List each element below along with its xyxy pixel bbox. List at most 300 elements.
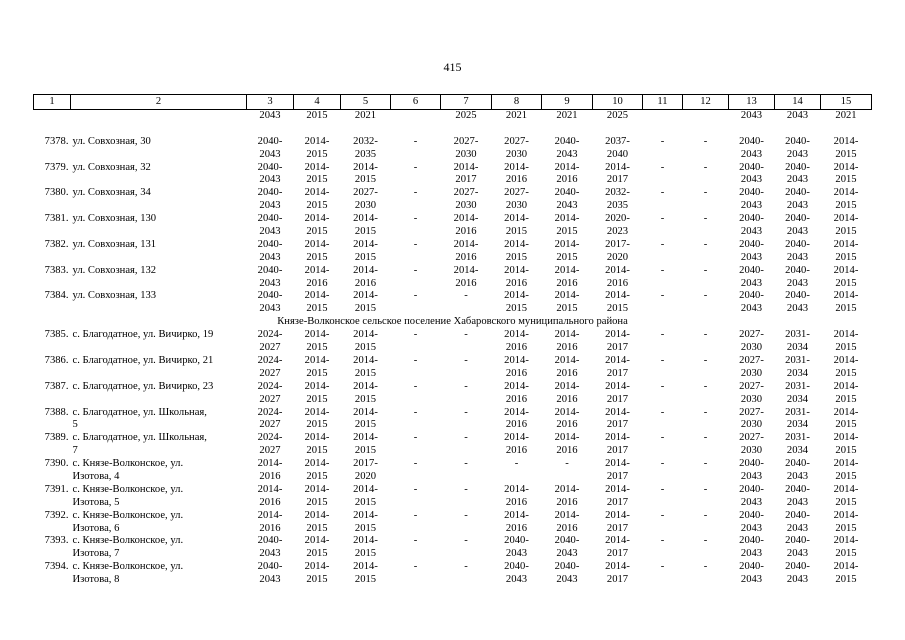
value-cell-col-13	[729, 136, 775, 162]
value-line: 2043	[786, 548, 809, 560]
value-line: 2040-	[257, 535, 283, 547]
value-cell-col-9	[542, 381, 593, 407]
value-cell-col-8	[492, 535, 542, 561]
value-line: 2014-	[605, 380, 630, 392]
value-line: 2043	[259, 303, 281, 315]
value-line: 2016	[556, 174, 578, 186]
value-cell-col-9	[542, 561, 593, 587]
value-line: 2017-	[605, 238, 630, 250]
value-cell-col-4	[294, 484, 341, 510]
section-row	[34, 316, 872, 329]
value-line: -	[464, 483, 468, 495]
row-number: 7387.	[44, 380, 69, 392]
value-line: 2014-	[605, 483, 630, 495]
value-line: 2015	[835, 419, 857, 431]
value-line: 2031-	[785, 432, 810, 444]
value-line: -	[464, 432, 468, 444]
column-header-14: 14	[775, 95, 821, 110]
value-cell-col-13	[729, 458, 775, 484]
value-line: 2034	[786, 393, 809, 405]
value-line: 2015	[354, 226, 377, 238]
value-cell-col-15	[821, 187, 872, 213]
value-cell-col-13	[729, 110, 775, 136]
value-line: 2014-	[833, 354, 859, 366]
value-line: 2016	[556, 342, 578, 354]
value-cell-col-7	[441, 265, 492, 291]
value-cell-col-5	[341, 290, 391, 316]
value-line: 2015	[835, 522, 857, 534]
value-line: 2017	[606, 342, 629, 354]
value-line: 2014-	[833, 432, 859, 444]
value-line: 2015	[354, 367, 377, 379]
data-table-container	[33, 94, 871, 587]
value-line: 2015	[835, 470, 857, 482]
value-line: 2040-	[785, 290, 810, 302]
value-line: 2014-	[554, 483, 580, 495]
value-line: 2043	[786, 277, 809, 289]
value-line: 2017	[606, 522, 629, 534]
value-line: 2015	[556, 303, 578, 315]
value-line: 2014-	[453, 213, 479, 225]
value-cell-col-8	[492, 110, 542, 136]
table-row	[34, 162, 872, 188]
address-cell	[71, 162, 247, 188]
value-line: -	[703, 432, 708, 444]
value-line: -	[703, 380, 708, 392]
row-number: 7392.	[44, 509, 69, 521]
address-cell	[71, 561, 247, 587]
value-cell-col-6	[391, 239, 441, 265]
column-header-9: 9	[542, 95, 593, 110]
value-line: 2014-	[353, 406, 378, 418]
value-cell-col-4	[294, 561, 341, 587]
value-cell-col-12	[683, 213, 729, 239]
value-line: 2030	[740, 367, 763, 379]
value-line: 2014-	[353, 509, 378, 521]
value-cell-col-12	[683, 510, 729, 536]
value-cell-col-13	[729, 239, 775, 265]
value-cell-col-5	[341, 329, 391, 355]
value-line: 2016	[556, 522, 578, 534]
value-cell-col-11	[643, 355, 683, 381]
value-line: 2043	[259, 574, 281, 586]
value-cell-col-11	[643, 213, 683, 239]
value-line: -	[660, 213, 665, 225]
table-row	[34, 290, 872, 316]
value-cell-col-10	[593, 265, 643, 291]
value-line: 2014-	[554, 432, 580, 444]
value-cell-col-6	[391, 329, 441, 355]
table-row	[34, 265, 872, 291]
value-cell-col-7	[441, 187, 492, 213]
value-line: -	[703, 354, 708, 366]
value-line: 2016	[505, 342, 528, 354]
value-cell-col-14	[775, 110, 821, 136]
value-line: 2025	[455, 110, 477, 121]
value-line: 2043	[556, 200, 578, 212]
value-line: 2014-	[353, 290, 378, 302]
column-header-15: 15	[821, 95, 872, 110]
value-line: 2015	[835, 548, 857, 560]
value-cell-col-3	[247, 535, 294, 561]
address-cell	[71, 535, 247, 561]
value-line: -	[703, 329, 708, 341]
value-cell-col-14	[775, 458, 821, 484]
value-line: 2043	[786, 470, 809, 482]
address-cell	[71, 484, 247, 510]
address-line: ул. Совхозная, 130	[72, 213, 157, 225]
value-cell-col-14	[775, 561, 821, 587]
value-cell-col-15	[821, 239, 872, 265]
address-line: ул. Совхозная, 132	[72, 264, 157, 276]
value-line: 2024-	[257, 406, 283, 418]
value-line: 2040-	[739, 458, 764, 470]
value-line: -	[413, 509, 418, 521]
value-cell-col-3	[247, 290, 294, 316]
value-cell-col-13	[729, 535, 775, 561]
value-line: 2015	[306, 470, 328, 482]
value-cell-col-7	[441, 458, 492, 484]
value-line: 2014-	[554, 406, 580, 418]
value-line: 2014-	[833, 458, 859, 470]
column-header-6: 6	[391, 95, 441, 110]
table-row	[34, 407, 872, 433]
section-title: Князе-Волконское сельское поселение Хабаровского муниципального района	[277, 316, 628, 328]
value-cell-col-15	[821, 561, 872, 587]
value-cell-col-4	[294, 432, 341, 458]
value-line: -	[464, 329, 468, 341]
value-line: -	[703, 187, 708, 199]
value-line: 2015	[306, 174, 328, 186]
table-row	[34, 381, 872, 407]
value-line: 2016	[259, 522, 281, 534]
value-cell-col-4	[294, 535, 341, 561]
value-cell-col-6	[391, 110, 441, 136]
value-cell-col-12	[683, 162, 729, 188]
value-line: 2014-	[353, 161, 378, 173]
value-cell-col-15	[821, 458, 872, 484]
value-cell-col-13	[729, 510, 775, 536]
value-line: 2043	[786, 574, 809, 586]
value-line: 2015	[306, 110, 328, 121]
value-line: 2031-	[785, 380, 810, 392]
table-row	[34, 535, 872, 561]
address-line: ул. Совхозная, 32	[72, 161, 151, 173]
table-row	[34, 355, 872, 381]
value-line: 2014-	[353, 535, 378, 547]
value-line: 2014-	[504, 483, 529, 495]
value-line: 2014-	[304, 135, 330, 147]
value-cell-col-11	[643, 329, 683, 355]
value-cell-col-10	[593, 561, 643, 587]
value-line: 2014-	[304, 290, 330, 302]
value-cell-col-6	[391, 187, 441, 213]
value-line: 2014-	[304, 483, 330, 495]
value-line: 2015	[505, 226, 528, 238]
value-cell-col-14	[775, 290, 821, 316]
value-line: 2016	[556, 367, 578, 379]
value-line: 2015	[354, 303, 377, 315]
value-cell-col-7	[441, 239, 492, 265]
value-line: -	[464, 509, 468, 521]
value-line: 2024-	[257, 380, 283, 392]
value-line: -	[703, 483, 708, 495]
row-number: 7379.	[44, 161, 69, 173]
value-line: 2014-	[833, 187, 859, 199]
address-cell	[71, 265, 247, 291]
value-line: -	[660, 406, 665, 418]
address-cell	[71, 458, 247, 484]
value-cell-col-9	[542, 535, 593, 561]
value-line: 2014-	[833, 135, 859, 147]
value-line: 2031-	[785, 329, 810, 341]
value-cell-col-7	[441, 432, 492, 458]
value-line: 2014-	[605, 290, 630, 302]
value-cell-col-6	[391, 407, 441, 433]
value-line: 2014-	[353, 380, 378, 392]
value-line: 2040-	[785, 238, 810, 250]
value-line: 2014-	[304, 535, 330, 547]
address-line: с. Князе-Волконское, ул.	[72, 509, 184, 521]
value-cell-col-14	[775, 162, 821, 188]
value-line: 2043	[740, 174, 763, 186]
value-line: 2014-	[353, 329, 378, 341]
address-cell	[71, 187, 247, 213]
address-cell	[71, 110, 247, 136]
value-line: 2014-	[504, 161, 529, 173]
value-cell-col-13	[729, 162, 775, 188]
value-cell-col-15	[821, 162, 872, 188]
value-line: 2014-	[833, 213, 859, 225]
value-line: -	[703, 509, 708, 521]
value-line: 2014-	[353, 264, 378, 276]
value-line: 2015	[835, 445, 857, 457]
value-cell-col-3	[247, 239, 294, 265]
value-line: 2014-	[833, 561, 859, 573]
address-cell	[71, 355, 247, 381]
value-line: 2016	[606, 277, 629, 289]
value-cell-col-9	[542, 110, 593, 136]
value-line: -	[660, 290, 665, 302]
value-line: 2031-	[785, 406, 810, 418]
value-cell-col-8	[492, 239, 542, 265]
value-cell-col-8	[492, 265, 542, 291]
value-line: 2014-	[833, 406, 859, 418]
value-line: 2043	[505, 548, 528, 560]
value-line: 2014-	[833, 483, 859, 495]
value-cell-col-9	[542, 290, 593, 316]
value-line: 2015	[835, 496, 857, 508]
value-line: 2043	[786, 226, 809, 238]
value-line: 2015	[354, 342, 377, 354]
value-cell-col-12	[683, 136, 729, 162]
value-line: 2040-	[739, 290, 764, 302]
value-cell-col-8	[492, 162, 542, 188]
value-line: -	[464, 380, 468, 392]
value-cell-col-10	[593, 484, 643, 510]
value-cell-col-13	[729, 407, 775, 433]
value-cell-col-8	[492, 290, 542, 316]
value-cell-col-6	[391, 136, 441, 162]
value-line: 2014-	[504, 509, 529, 521]
value-line: -	[660, 458, 665, 470]
value-line: 2043	[740, 574, 763, 586]
value-line: 2025	[606, 110, 629, 121]
value-cell-col-12	[683, 329, 729, 355]
value-cell-col-14	[775, 484, 821, 510]
value-cell-col-4	[294, 510, 341, 536]
value-cell-col-9	[542, 213, 593, 239]
value-line: 2015	[505, 303, 528, 315]
value-cell-col-3	[247, 407, 294, 433]
value-cell-col-5	[341, 355, 391, 381]
value-cell-col-9	[542, 162, 593, 188]
value-line: 2040-	[739, 264, 764, 276]
value-line: 2043	[740, 226, 763, 238]
address-line: с. Благодатное, ул. Вичирко, 23	[72, 380, 214, 392]
value-line: -	[413, 432, 418, 444]
value-line: 2014-	[453, 264, 479, 276]
value-line: 2014-	[554, 509, 580, 521]
value-cell-col-12	[683, 458, 729, 484]
value-cell-col-5	[341, 432, 391, 458]
value-cell-col-7	[441, 136, 492, 162]
value-cell-col-7	[441, 381, 492, 407]
value-cell-col-14	[775, 510, 821, 536]
value-line: 2014-	[554, 380, 580, 392]
address-line: с. Благодатное, ул. Школьная,	[72, 432, 207, 444]
value-cell-col-10	[593, 407, 643, 433]
value-line: 2040-	[785, 161, 810, 173]
value-line: 2014-	[257, 509, 283, 521]
value-line: 2043	[556, 548, 578, 560]
value-line: 2014-	[605, 561, 630, 573]
value-cell-col-6	[391, 561, 441, 587]
row-number: 7381.	[44, 213, 69, 225]
address-line: 5	[72, 419, 78, 431]
value-cell-col-7	[441, 407, 492, 433]
value-line: -	[464, 458, 468, 470]
value-cell-col-10	[593, 290, 643, 316]
value-line: 2014-	[605, 509, 630, 521]
value-cell-col-9	[542, 484, 593, 510]
value-line: -	[660, 238, 665, 250]
value-cell-col-10	[593, 329, 643, 355]
value-cell-col-9	[542, 136, 593, 162]
value-line: 2014-	[605, 161, 630, 173]
value-cell-col-14	[775, 187, 821, 213]
address-cell	[71, 381, 247, 407]
row-number: 7393.	[44, 535, 69, 547]
value-line: 2040-	[785, 213, 810, 225]
value-line: 2043	[740, 251, 763, 263]
value-line: -	[514, 458, 519, 470]
value-line: -	[464, 561, 468, 573]
value-line: 2017	[606, 496, 629, 508]
row-number: 7386.	[44, 354, 69, 366]
value-cell-col-4	[294, 110, 341, 136]
value-cell-col-8	[492, 484, 542, 510]
value-cell-col-11	[643, 239, 683, 265]
value-line: -	[464, 406, 468, 418]
value-line: 2043	[786, 148, 809, 160]
value-line: 2017	[606, 470, 629, 482]
value-line: -	[703, 290, 708, 302]
value-line: -	[413, 238, 418, 250]
address-line: ул. Совхозная, 133	[72, 290, 157, 302]
value-line: 2015	[306, 226, 328, 238]
value-line: 2040-	[257, 264, 283, 276]
value-line: 2040-	[554, 561, 580, 573]
value-line: 2027-	[453, 187, 479, 199]
value-line: 2014-	[504, 238, 529, 250]
value-cell-col-3	[247, 432, 294, 458]
value-line: 2031-	[785, 354, 810, 366]
column-header-11: 11	[643, 95, 683, 110]
value-line: 2015	[306, 574, 328, 586]
value-line: 2027-	[739, 354, 764, 366]
column-header-13: 13	[729, 95, 775, 110]
value-line: 2016	[556, 419, 578, 431]
value-line: 2016	[505, 522, 528, 534]
value-cell-col-8	[492, 329, 542, 355]
value-cell-col-5	[341, 213, 391, 239]
value-line: 2034	[786, 419, 809, 431]
value-line: -	[413, 458, 418, 470]
value-line: 2014-	[304, 161, 330, 173]
value-line: 2027-	[504, 187, 529, 199]
value-cell-col-11	[643, 484, 683, 510]
value-line: -	[464, 354, 468, 366]
value-cell-col-12	[683, 535, 729, 561]
value-line: 2015	[306, 419, 328, 431]
value-line: 2024-	[257, 432, 283, 444]
row-number: 7391.	[44, 483, 69, 495]
value-line: -	[413, 354, 418, 366]
value-line: 2021	[835, 110, 857, 121]
value-cell-col-9	[542, 187, 593, 213]
value-line: 2014-	[605, 354, 630, 366]
value-cell-col-3	[247, 187, 294, 213]
column-header-2: 2	[71, 95, 247, 110]
value-line: 2014-	[833, 238, 859, 250]
value-cell-col-8	[492, 381, 542, 407]
address-line: с. Благодатное, ул. Школьная,	[72, 406, 207, 418]
value-line: 2040-	[257, 161, 283, 173]
value-line: 2015	[306, 496, 328, 508]
value-line: 2015	[835, 574, 857, 586]
value-line: 2014-	[554, 354, 580, 366]
value-line: 2030	[455, 200, 477, 212]
value-line: 2043	[259, 110, 281, 121]
value-cell-col-3	[247, 162, 294, 188]
value-cell-col-5	[341, 535, 391, 561]
value-line: 2027	[259, 342, 281, 354]
value-cell-col-12	[683, 561, 729, 587]
value-line: 2015	[306, 445, 328, 457]
value-line: 2014-	[304, 380, 330, 392]
value-cell-col-3	[247, 329, 294, 355]
table-row	[34, 187, 872, 213]
value-cell-col-5	[341, 187, 391, 213]
value-line: 2015	[505, 251, 528, 263]
value-cell-col-12	[683, 290, 729, 316]
value-cell-col-5	[341, 110, 391, 136]
value-cell-col-12	[683, 407, 729, 433]
value-line: 2016	[556, 445, 578, 457]
value-cell-col-11	[643, 561, 683, 587]
table-header-row	[34, 95, 872, 110]
